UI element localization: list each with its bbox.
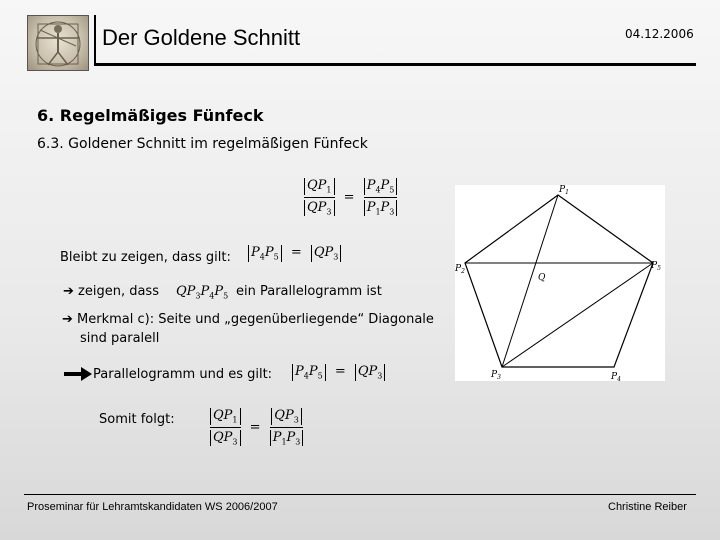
- ratio-equation: $\frac{QP_1}{QP_3}$ = $\frac{P_4P_5}{P_1P_3}$: [304, 178, 397, 216]
- label-p3: $P_3$: [491, 370, 501, 381]
- equation-parallel: $P_4P_5 = QP_3$: [292, 364, 385, 381]
- label-p5: $P_5$: [651, 261, 661, 272]
- subsection-title: 6.3. Goldener Schnitt im regelmäßigen Fünfeck: [37, 136, 368, 152]
- right-arrow-icon: [64, 366, 92, 380]
- label-q: Q: [538, 273, 546, 283]
- footer-divider: [24, 494, 696, 495]
- label-p2: $P_2$: [455, 264, 465, 275]
- pentagon-outline: [465, 195, 653, 367]
- header-date: 04.12.2006: [625, 27, 694, 41]
- diagonal-p1-p3: [502, 195, 558, 367]
- text-parallel: Parallelogramm und es gilt:: [93, 367, 273, 382]
- text-parallelogramm: ein Parallelogramm ist: [236, 284, 382, 299]
- label-p1: $P_1$: [559, 185, 569, 196]
- text-somit: Somit folgt:: [99, 412, 175, 427]
- text-zeigen: ➔ zeigen, dass: [63, 284, 159, 299]
- vitruvian-man-logo: [27, 15, 89, 71]
- section-title: 6. Regelmäßiges Fünfeck: [37, 106, 264, 125]
- text-bleibt: Bleibt zu zeigen, dass gilt:: [60, 250, 231, 265]
- header-divider-vertical: [94, 15, 96, 65]
- text-merkmal: ➔ Merkmal c): Seite und „gegenüberliegende“ Diagonale: [62, 312, 434, 327]
- text-merkmal-cont: sind paralell: [80, 331, 160, 346]
- header-divider: [94, 63, 696, 66]
- diagonal-p3-p5: [502, 263, 653, 367]
- header-title: Der Goldene Schnitt: [102, 25, 301, 50]
- quadrilateral-label: $QP_3P_4P_5$: [176, 284, 229, 301]
- footer-author: Christine Reiber: [608, 501, 687, 513]
- pentagon-figure: [455, 185, 665, 381]
- equation-bleibt: $P_4P_5 = QP_3$: [248, 245, 341, 262]
- label-p4: $P_4$: [611, 372, 621, 381]
- footer-course: Proseminar für Lehramtskandidaten WS 2006/2007: [27, 501, 278, 513]
- equation-somit: $\frac{QP_1}{QP_3}$ = $\frac{QP_3}{P_1P_3}$: [210, 408, 303, 446]
